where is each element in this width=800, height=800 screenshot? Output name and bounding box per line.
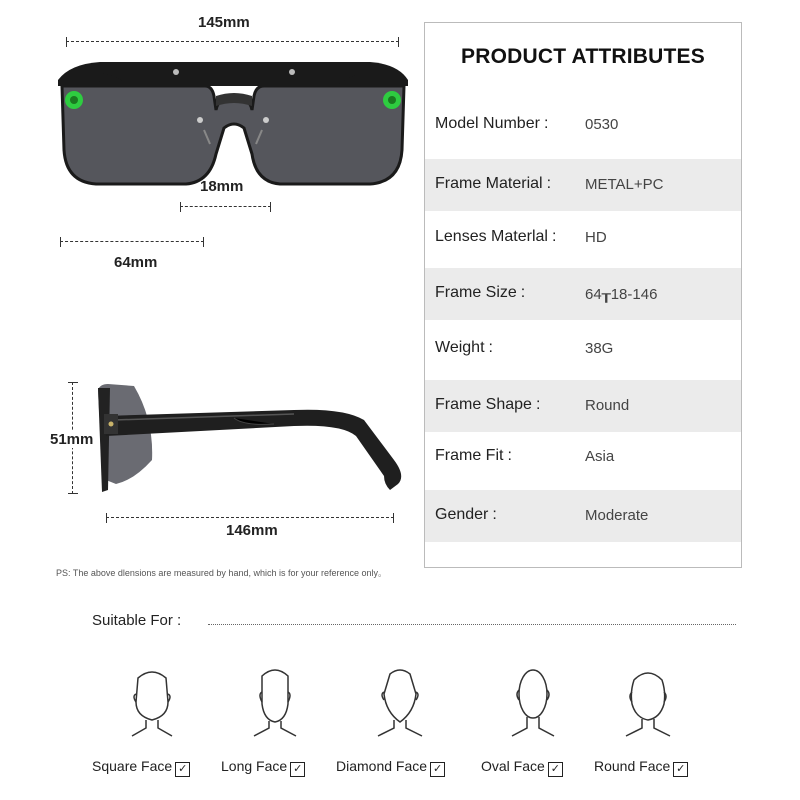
attribute-row-weight [425, 323, 741, 375]
attributes-title: PRODUCT ATTRIBUTES [461, 45, 705, 68]
face-caption-long: Long Face ✓ [221, 758, 305, 777]
attribute-label: Frame Size : [435, 284, 526, 301]
temple-dimension-label: 146mm [226, 522, 278, 539]
height-dimension-label: 51mm [50, 431, 94, 448]
measurement-note: PS: The above dlensions are measured by hand, which is for your reference only。 [56, 568, 388, 578]
attribute-label: Model Number : [435, 115, 549, 132]
suitable-for-label: Suitable For : [92, 612, 182, 629]
attribute-row-frame-size [425, 268, 741, 320]
product-attributes-panel [424, 22, 742, 568]
temple-dimension-line [106, 517, 394, 518]
bridge-dimension-label: 18mm [200, 178, 244, 195]
lens-width-dimension-label: 64mm [114, 254, 158, 271]
attribute-label: Frame Shape : [435, 396, 541, 413]
lens-width-dimension-line [60, 241, 204, 242]
attribute-row-gender [425, 490, 741, 542]
attribute-row-lenses-material [425, 212, 741, 264]
face-caption-square: Square Face ✓ [92, 758, 190, 777]
checkbox-icon: ✓ [673, 762, 688, 777]
long-face-icon [250, 666, 300, 740]
square-face-icon [130, 668, 174, 740]
checkbox-icon: ✓ [175, 762, 190, 777]
attribute-value: Round [585, 397, 630, 414]
attribute-value: Moderate [585, 507, 649, 524]
attribute-row-model-number [425, 99, 741, 151]
attribute-label: Gender : [435, 506, 497, 523]
sunglasses-side-image [94, 380, 410, 500]
attribute-value: 38G [585, 340, 614, 357]
attribute-value: 0530 [585, 116, 619, 133]
attribute-row-frame-material [425, 159, 741, 211]
face-caption-round: Round Face ✓ [594, 758, 688, 777]
suitable-for-divider [208, 624, 736, 625]
face-caption-diamond: Diamond Face ✓ [336, 758, 445, 777]
attribute-label: Weight : [435, 339, 493, 356]
diamond-face-icon [374, 666, 426, 740]
checkbox-icon: ✓ [548, 762, 563, 777]
attribute-value: METAL+PC [585, 176, 664, 193]
attribute-label: Frame Material : [435, 175, 552, 192]
round-face-icon [622, 668, 674, 740]
face-caption-oval: Oval Face ✓ [481, 758, 563, 777]
checkbox-icon: ✓ [290, 762, 305, 777]
attribute-value: Asia [585, 448, 615, 465]
bridge-dimension-line [180, 206, 271, 207]
width-dimension-line [66, 41, 399, 42]
attribute-row-frame-shape [425, 380, 741, 432]
attribute-label: Lenses Materlal : [435, 228, 557, 245]
attribute-value: HD [585, 229, 607, 246]
attribute-value: 64┰18-146 [585, 286, 658, 303]
oval-face-icon [508, 666, 558, 740]
width-dimension-label: 145mm [198, 14, 250, 31]
attribute-label: Frame Fit : [435, 447, 512, 464]
attribute-row-frame-fit [425, 431, 741, 483]
checkbox-icon: ✓ [430, 762, 445, 777]
